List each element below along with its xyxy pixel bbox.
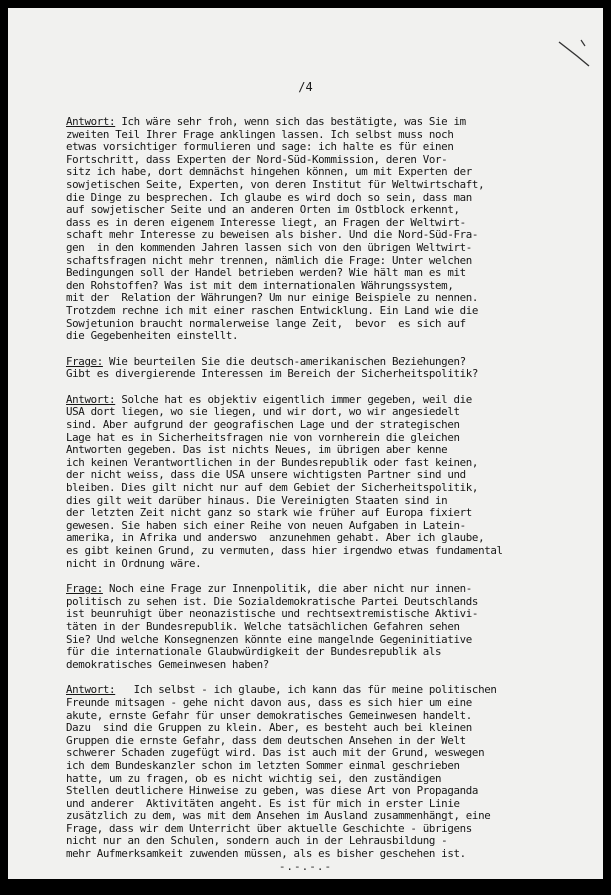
- line-text: nicht nur an den Schulen, sondern auch in der Lehrausbildung -: [66, 834, 448, 848]
- line-text: hatte, um zu fragen, ob es nicht wichtig sei, den zuständigen: [66, 771, 442, 785]
- end-mark: -.-.-.-: [278, 860, 333, 873]
- line-text: Fortschritt, dass Experten der Nord-Süd-Kommission, deren Vor-: [66, 152, 448, 166]
- line-text: gewesen. Sie haben sich einer Reihe von neuen Aufgaben in Latein-: [66, 518, 466, 532]
- text-line: [66, 558, 596, 571]
- speaker-label: Antwort:: [66, 115, 116, 128]
- interview-text: [66, 116, 596, 874]
- answer-paragraph: [66, 684, 596, 860]
- line-text: Ich wäre sehr froh, wenn sich das bestätigte, was Sie im: [115, 115, 466, 128]
- line-text: dies gilt weit darüber hinaus. Die Vereinigten Staaten sind in: [66, 493, 448, 507]
- line-text: Wie beurteilen Sie die deutsch-amerikanischen Beziehungen?: [102, 354, 466, 368]
- line-text: sowjetischen Seite, Experten, von deren Institut für Weltwirtschaft,: [66, 177, 485, 191]
- line-text: mehr Aufmerksamkeit zuwenden müssen, als es bisher geschehen ist.: [66, 847, 466, 861]
- line-text: USA dort liegen, wo sie liegen, und wir dort, wo wir angesiedelt: [66, 405, 460, 419]
- line-text: ich dem Bundeskanzler schon im letzten Sommer einmal geschrieben: [66, 758, 460, 772]
- line-text: der letzten Zeit nicht ganz so stark wie früher auf Europa fixiert: [66, 506, 472, 520]
- line-text: und anderer Aktivitäten angeht. Es ist für mich in erster Linie: [66, 796, 460, 810]
- line-text: politisch zu sehen ist. Die Sozialdemokratische Partei Deutschlands: [66, 594, 479, 608]
- question-paragraph: [66, 583, 596, 671]
- text-line: [66, 330, 596, 343]
- line-text: der nicht weiss, dass die USA unsere wichtigsten Partner sind und: [66, 468, 466, 482]
- line-text: ich keinen Verantwortlichen in der Bundesrepublik oder fast keinen,: [66, 455, 479, 469]
- line-text: Frage, dass wir dem Unterricht über aktuelle Geschichte - übrigens: [66, 821, 472, 835]
- line-text: Dazu sind die Gruppen zu klein. Aber, es besteht auch bei kleinen: [66, 721, 472, 735]
- line-text: Noch eine Frage zur Innenpolitik, die aber nicht nur innen-: [102, 582, 472, 596]
- line-text: schwerer Schaden zugefügt wird. Das ist auch mit der Grund, weswegen: [66, 746, 485, 760]
- line-text: Freunde mitsagen - gehe nicht davon aus, dass es sich hier um eine: [66, 695, 472, 709]
- speaker-label: Antwort:: [66, 392, 116, 406]
- line-text: nicht in Ordnung wäre.: [66, 556, 202, 570]
- line-text: Sowjetunion braucht normalerweise lange Zeit, bevor es sich auf: [66, 316, 466, 330]
- line-text: etwas vorsichtiger formulieren und sage: ich halte es für einen: [66, 140, 454, 154]
- line-text: die Dinge zu besprechen. Ich glaube es wird doch so sein, dass man: [66, 190, 472, 204]
- text-line: [66, 659, 596, 672]
- line-text: mit der Relation der Währungen? Um nur einige Beispiele zu nennen.: [66, 291, 479, 305]
- line-text: es gibt keinen Grund, zu vermuten, dass hier irgendwo etwas fundamental: [66, 544, 503, 557]
- text-line: [66, 848, 596, 861]
- line-text: zweiten Teil Ihrer Frage anklingen lassen. Ich selbst muss noch: [66, 127, 454, 141]
- line-text: schaft mehr Interesse zu beweisen als bisher. Und die Nord-Süd-Fra-: [66, 228, 479, 242]
- line-text: Lage hat es in Sicherheitsfragen nie von vornherein die gleichen: [66, 430, 460, 444]
- document-page: [8, 8, 603, 879]
- line-text: Sie? Und welche Konsegnenzen könnte eine mangelnde Gegeninitiative: [66, 632, 472, 646]
- line-text: auf sowjetischer Seite und an anderen Orten im Ostblock erkennt,: [66, 203, 460, 217]
- answer-paragraph: [66, 394, 596, 570]
- text-line: [66, 368, 596, 381]
- answer-paragraph: [66, 116, 596, 343]
- line-text: Stellen deutlichere Hinweise zu geben, was diese Art von Propaganda: [66, 784, 479, 798]
- line-text: täten in der Bundesrepublik. Welche tatsächlichen Gefahren sehen: [66, 619, 460, 633]
- page-number: /4: [298, 80, 313, 94]
- line-text: ist beunruhigt über neonazistische und rechtsextremistische Aktivi-: [66, 607, 479, 621]
- line-text: den Rohstoffen? Was ist mit dem internationalen Währungssystem,: [66, 278, 454, 292]
- line-text: schaftsfragen nicht mehr trennen, nämlich die Frage: Unter welchen: [66, 253, 472, 267]
- speaker-label: Antwort:: [66, 683, 116, 697]
- line-text: für die internationale Glaubwürdigkeit der Bundesrepublik als: [66, 645, 442, 659]
- question-paragraph: [66, 356, 596, 381]
- line-text: bleiben. Dies gilt nicht nur auf dem Gebiet der Sicherheitspolitik,: [66, 481, 479, 495]
- line-text: die Gegebenheiten einstellt.: [66, 329, 239, 343]
- line-text: sitz ich habe, dort demnächst hingehen können, um mit Experten der: [66, 165, 472, 179]
- speaker-label: Frage:: [66, 354, 103, 368]
- handwritten-mark-icon: [555, 36, 593, 74]
- line-text: Ich selbst - ich glaube, ich kann das für meine politischen: [115, 683, 497, 697]
- line-text: Trotzdem rechne ich mit einer raschen Entwicklung. Ein Land wie die: [66, 303, 479, 317]
- line-text: demokratisches Gemeinwesen haben?: [66, 657, 269, 671]
- line-text: Antworten gegeben. Das ist nichts Neues, im übrigen aber kenne: [66, 443, 448, 457]
- line-text: zusätzlich zu dem, was mit dem Ansehen im Ausland zusammenhängt, eine: [66, 809, 491, 823]
- line-text: Gibt es divergierende Interessen im Bereich der Sicherheitspolitik?: [66, 367, 479, 381]
- line-text: sind. Aber aufgrund der geografischen Lage und der strategischen: [66, 418, 460, 432]
- line-text: akute, ernste Gefahr für unser demokratisches Gemeinwesen handelt.: [66, 708, 472, 722]
- line-text: amerika, in Afrika und anderswo anzunehmen gehabt. Aber ich glaube,: [66, 531, 485, 545]
- line-text: gen in den kommenden Jahren lassen sich von den übrigen Weltwirt-: [66, 240, 472, 254]
- line-text: dass es in deren eigenem Interesse liegt, an Fragen der Weltwirt-: [66, 215, 466, 229]
- line-text: Solche hat es objektiv eigentlich immer gegeben, weil die: [115, 392, 472, 406]
- line-text: Gruppen die ernste Gefahr, dass dem deutschen Ansehen in der Welt: [66, 733, 466, 747]
- line-text: Bedingungen soll der Handel betrieben werden? Wie hält man es mit: [66, 266, 466, 280]
- speaker-label: Frage:: [66, 582, 103, 596]
